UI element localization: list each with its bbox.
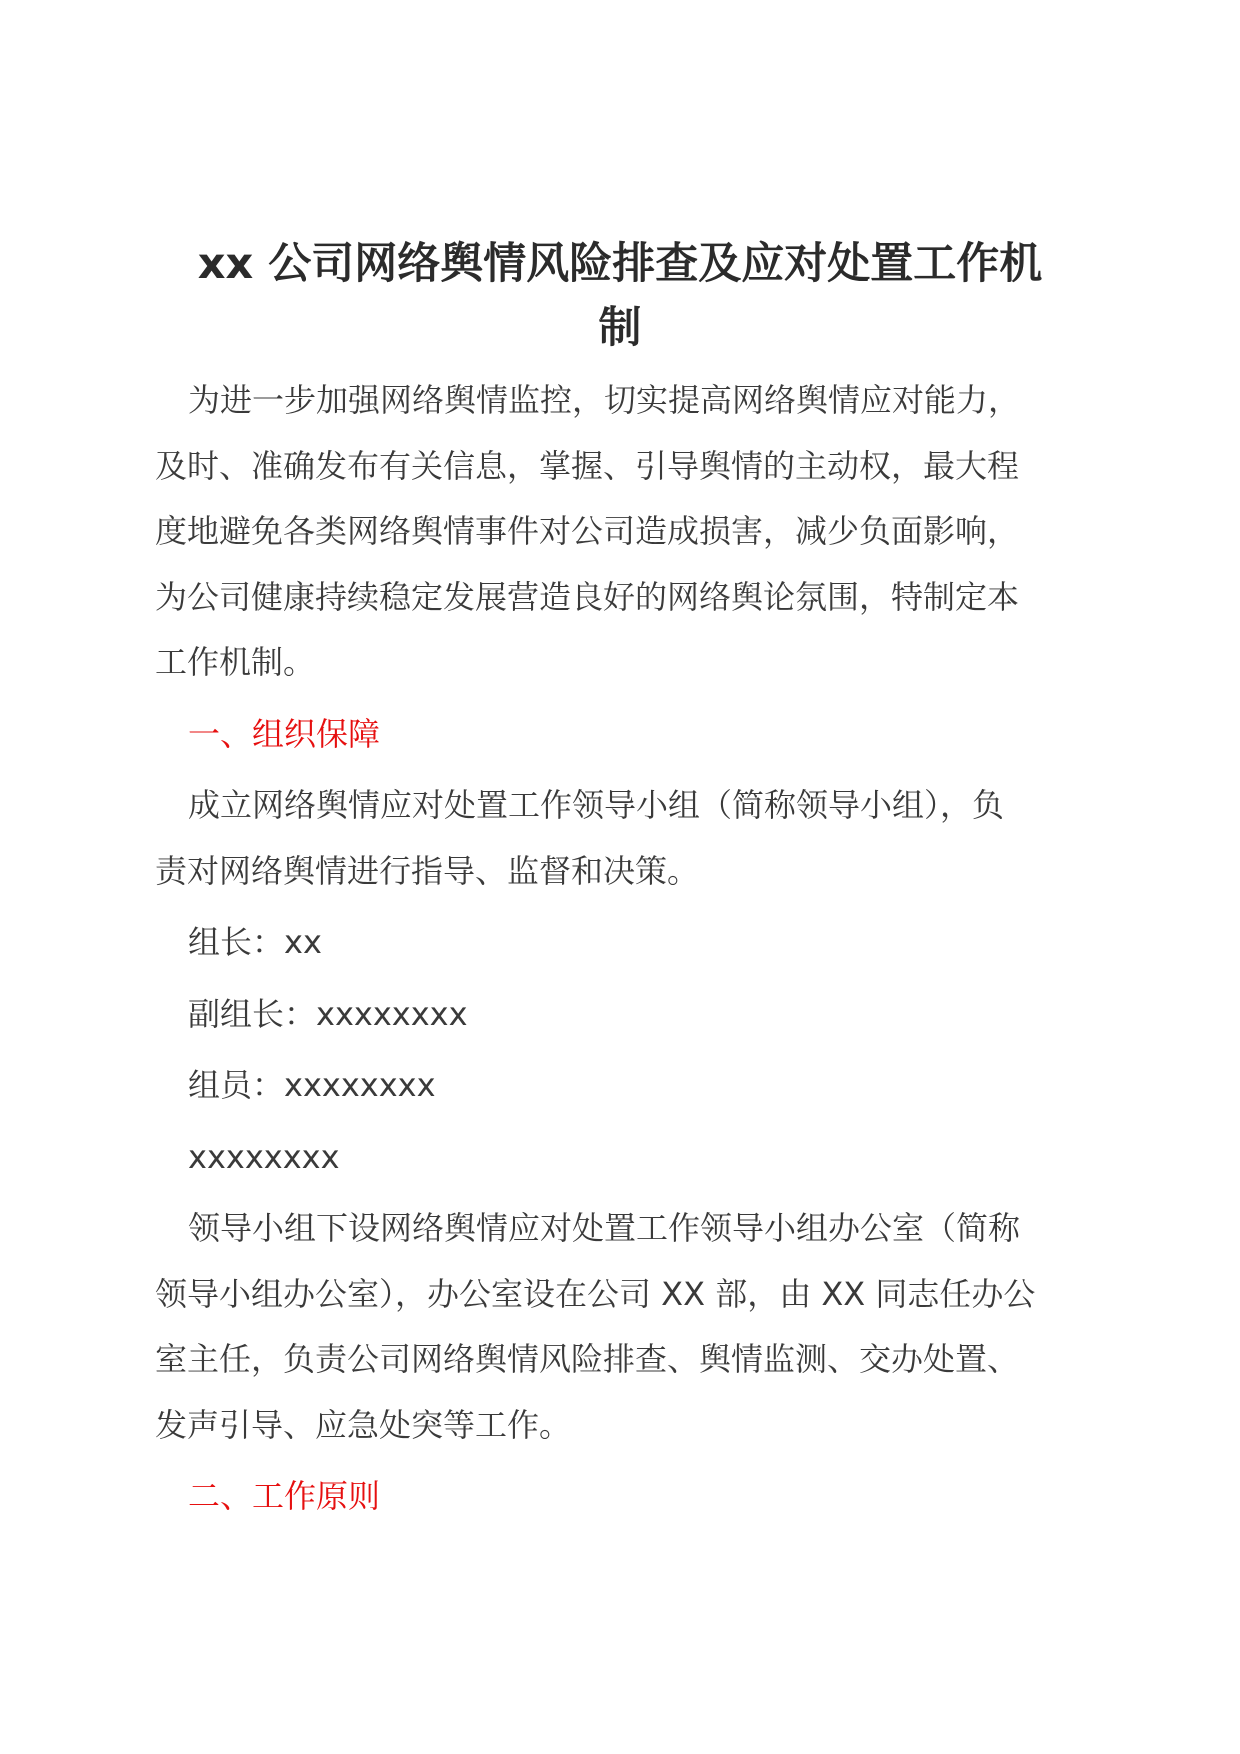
intro-line: 及时、准确发布有关信息，掌握、引导舆情的主动权，最大程 <box>155 446 1020 485</box>
leader-line: 组长：xx <box>188 923 322 961</box>
office-paragraph <box>155 1196 1085 1458</box>
members-line: 组员：xxxxxxxx <box>188 1066 436 1104</box>
organization-line: 成立网络舆情应对处置工作领导小组（简称领导小组），负 <box>188 786 1005 824</box>
intro-line: 度地避免各类网络舆情事件对公司造成损害，减少负面影响， <box>155 512 1020 550</box>
document-body <box>155 232 1085 1530</box>
section-heading-principles: 二、工作原则 <box>188 1477 381 1515</box>
office-line: 发声引导、应急处突等工作。 <box>155 1405 572 1444</box>
intro-line: 为进一步加强网络舆情监控，切实提高网络舆情应对能力， <box>188 381 1021 419</box>
document-title <box>155 232 1085 360</box>
office-line: 领导小组办公室），办公室设在公司 XX 部，由 XX 同志任办公 <box>155 1274 1036 1313</box>
deputy-leader-line: 副组长：xxxxxxxx <box>188 994 468 1033</box>
title-line-1: xx 公司网络舆情风险排查及应对处置工作机 <box>197 239 1043 289</box>
title-line-2: 制 <box>598 303 642 353</box>
section-heading-organization: 一、组织保障 <box>188 714 381 753</box>
organization-paragraph <box>155 773 1085 904</box>
office-line: 领导小组下设网络舆情应对处置工作领导小组办公室（简称 <box>188 1209 1021 1247</box>
intro-paragraph <box>155 368 1085 696</box>
organization-line: 责对网络舆情进行指导、监督和决策。 <box>155 851 700 890</box>
office-line: 室主任，负责公司网络舆情风险排查、舆情监测、交办处置、 <box>155 1340 1020 1378</box>
intro-line: 工作机制。 <box>155 643 316 681</box>
intro-line: 为公司健康持续稳定发展营造良好的网络舆论氛围，特制定本 <box>155 577 1020 616</box>
members-continued-line: xxxxxxxx <box>188 1137 340 1176</box>
